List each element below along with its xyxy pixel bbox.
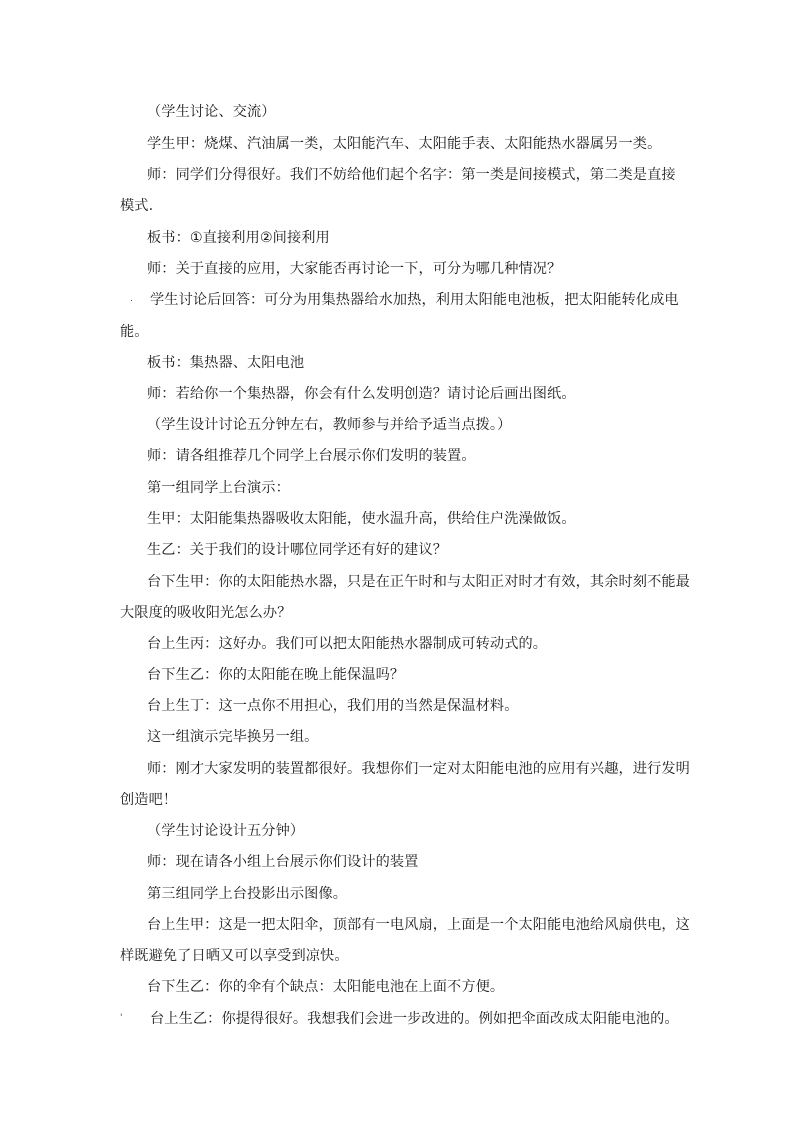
paragraph-23-line-2: 样既避免了日晒又可以享受到凉快。 xyxy=(120,948,349,964)
paragraph-22-line-1: 第三组同学上台投影出示图像。 xyxy=(147,886,348,902)
paragraph-3-line-2: 模式. xyxy=(120,198,154,214)
paragraph-19-line-1: 师：刚才大家发明的装置都很好。我想你们一定对太阳能电池的应用有兴趣，进行发明 xyxy=(147,761,690,777)
paragraph-17-line-1: 台上生丁：这一点你不用担心，我们用的当然是保温材料。 xyxy=(147,698,519,714)
paragraph-12-line-1: 生甲：太阳能集热器吸收太阳能，使水温升高，供给住户洗澡做饭。 xyxy=(147,511,576,527)
paragraph-6-line-2: 能。 xyxy=(120,324,149,340)
paragraph-2-line-1: 学生甲：烧煤、汽油属一类，太阳能汽车、太阳能手表、太阳能热水器属另一类。 xyxy=(147,136,662,152)
margin-dot-mark: . xyxy=(130,294,133,304)
paragraph-4-line-1: 板书：①直接利用②间接利用 xyxy=(147,230,330,246)
paragraph-14-line-1: 台下生甲：你的太阳能热水器，只是在正午时和与太阳正对时才有效，其余时刻不能最 xyxy=(147,574,690,590)
paragraph-3-line-1: 师：同学们分得很好。我们不妨给他们起个名字：第一类是间接模式，第二类是直接 xyxy=(147,167,676,183)
paragraph-21-line-1: 师：现在请各小组上台展示你们设计的装置 xyxy=(147,854,419,870)
paragraph-11-line-1: 第一组同学上台演示： xyxy=(147,480,290,496)
paragraph-5-line-1: 师：关于直接的应用，大家能否再讨论一下，可分为哪几种情况？ xyxy=(147,261,562,277)
paragraph-9-line-1: （学生设计讨论五分钟左右，教师参与并给予适当点拨。） xyxy=(147,417,512,433)
margin-tick-mark: ' xyxy=(120,1013,123,1023)
paragraph-10-line-1: 师：请各组推荐几个同学上台展示你们发明的装置。 xyxy=(147,448,476,464)
paragraph-24-line-1: 台下生乙：你的伞有个缺点：太阳能电池在上面不方便。 xyxy=(147,979,505,995)
paragraph-15-line-1: 台上生丙：这好办。我们可以把太阳能热水器制成可转动式的。 xyxy=(147,636,548,652)
paragraph-1-line-1: （学生讨论、交流） xyxy=(147,104,276,120)
paragraph-18-line-1: 这一组演示完毕换另一组。 xyxy=(147,729,319,745)
paragraph-14-line-2: 大限度的吸收阳光怎么办？ xyxy=(120,605,292,621)
paragraph-20-line-1: （学生讨论设计五分钟） xyxy=(147,823,305,839)
paragraph-7-line-1: 板书：集热器、太阳电池 xyxy=(147,355,305,371)
paragraph-23-line-1: 台上生甲：这是一把太阳伞，顶部有一电风扇，上面是一个太阳能电池给风扇供电，这 xyxy=(147,917,690,933)
paragraph-13-line-1: 生乙：关于我们的设计哪位同学还有好的建议？ xyxy=(147,542,448,558)
paragraph-19-line-2: 创造吧！ xyxy=(120,792,178,808)
paragraph-16-line-1: 台下生乙：你的太阳能在晚上能保温吗？ xyxy=(147,667,405,683)
paragraph-8-line-1: 师：若给你一个集热器，你会有什么发明创造？请讨论后画出图纸。 xyxy=(147,386,576,402)
paragraph-6-line-1: 学生讨论后回答：可分为用集热器给水加热，利用太阳能电池板，把太阳能转化成电 xyxy=(150,292,679,308)
paragraph-25-line-1: 台上生乙：你提得很好。我想我们会进一步改进的。例如把伞面改成太阳能电池的。 xyxy=(150,1011,679,1027)
